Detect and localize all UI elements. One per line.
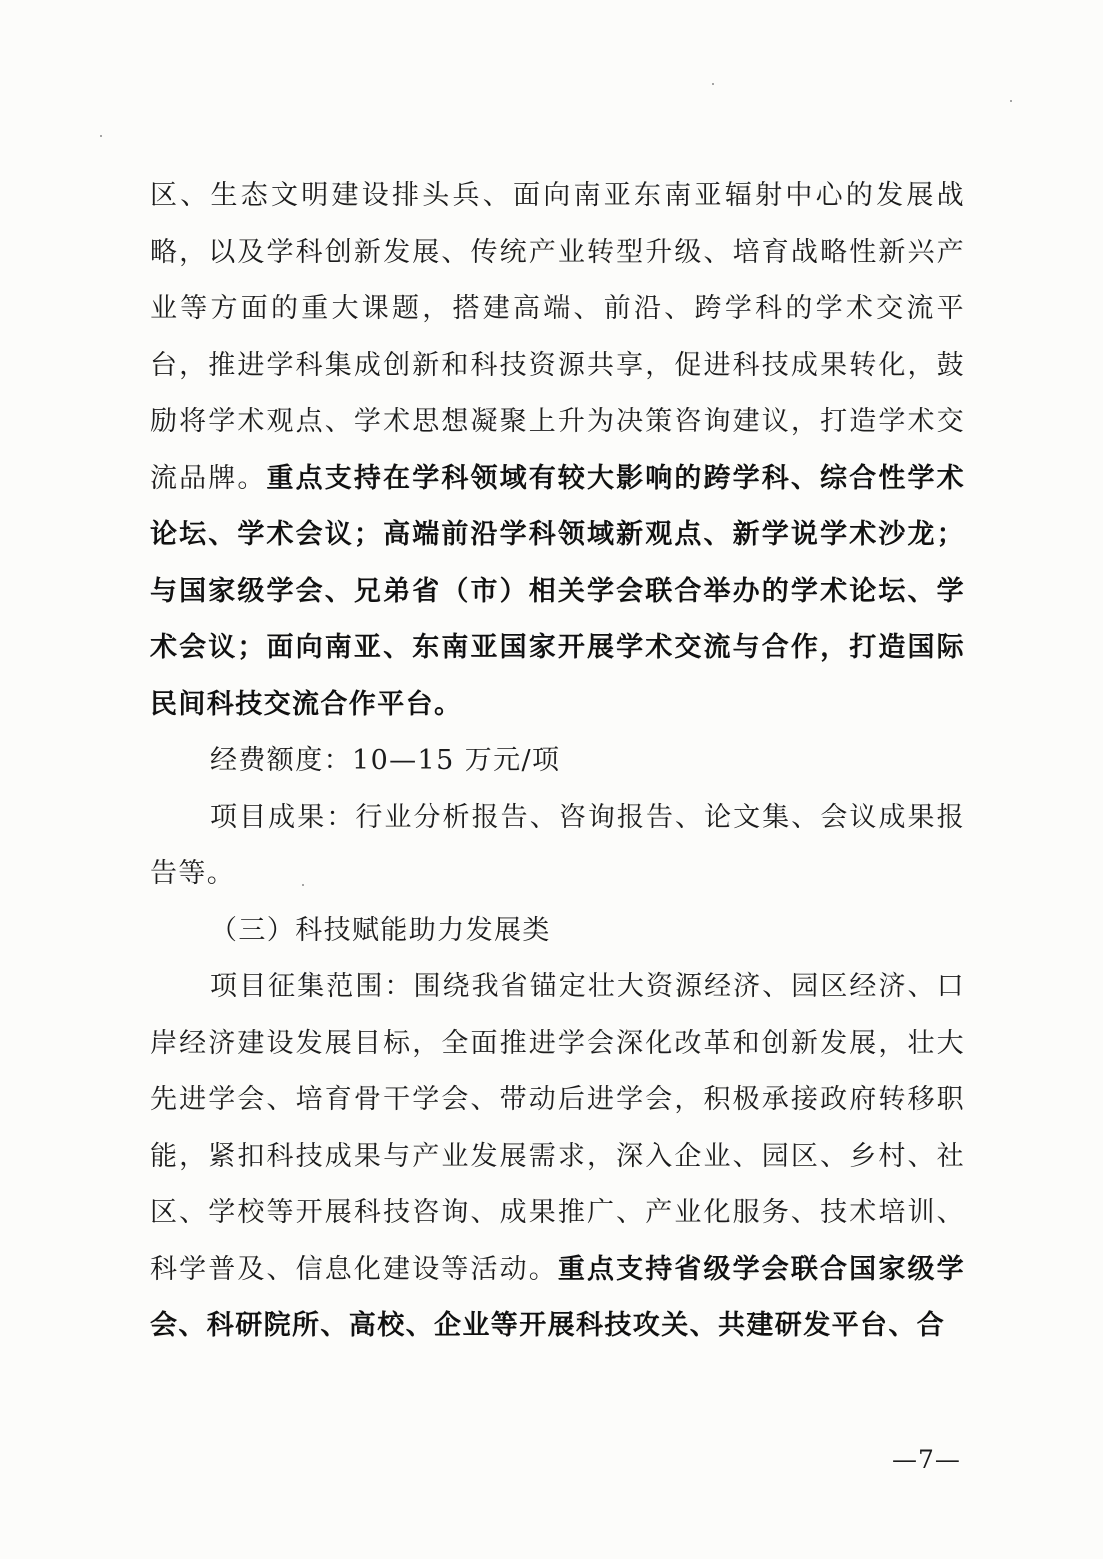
paragraph-academic-exchange (150, 168, 965, 733)
scope-key-support-text: 重点支持省级学会联合国家级学会、科研院所、高校、企业等开展科技攻关、共建研发平台、合 (150, 1253, 965, 1341)
paragraph-text: 区、生态文明建设排头兵、面向南亚东南亚辐射中心的发展战略，以及学科创新发展、传统产业转型升级、培育战略性新兴产业等方面的重大课题，搭建高端、前沿、跨学科的学术交流平台，推进学科集成创新和科技资源共享，促进科技成果转化，鼓励将学术观点、学术思想凝聚上升为决策咨询建议，打造学术交流品牌。 (150, 180, 965, 494)
key-support-text: 重点支持在学科领域有较大影响的跨学科、综合性学术论坛、学术会议；高端前沿学科领域新观点、新学说学术沙龙；与国家级学会、兄弟省（市）相关学会联合举办的学术论坛、学术会议；面向南亚、东南亚国家开展学术交流与合作，打造国际民间科技交流合作平台。 (150, 462, 965, 720)
body-text (150, 168, 965, 1355)
funding-line: 经费额度：10—15 万元/项 (210, 745, 561, 776)
paragraph-scope (150, 959, 965, 1355)
scan-speck (100, 135, 102, 137)
scan-speck (712, 83, 714, 85)
scope-text: 项目征集范围：围绕我省锚定壮大资源经济、园区经济、口岸经济建设发展目标，全面推进学会深化改革和创新发展，壮大先进学会、培育骨干学会、带动后进学会，积极承接政府转移职能，紧扣科技成果与产业发展需求，深入企业、园区、乡村、社区、学校等开展科技咨询、成果推广、产业化服务、技术培训、科学普及、信息化建设等活动。 (150, 971, 965, 1285)
outcome-line: 项目成果：行业分析报告、咨询报告、论文集、会议成果报告等。 (150, 801, 965, 889)
page-number: —7— (892, 1445, 961, 1474)
section-heading: （三）科技赋能助力发展类 (210, 914, 551, 946)
scan-speck (1010, 100, 1012, 102)
